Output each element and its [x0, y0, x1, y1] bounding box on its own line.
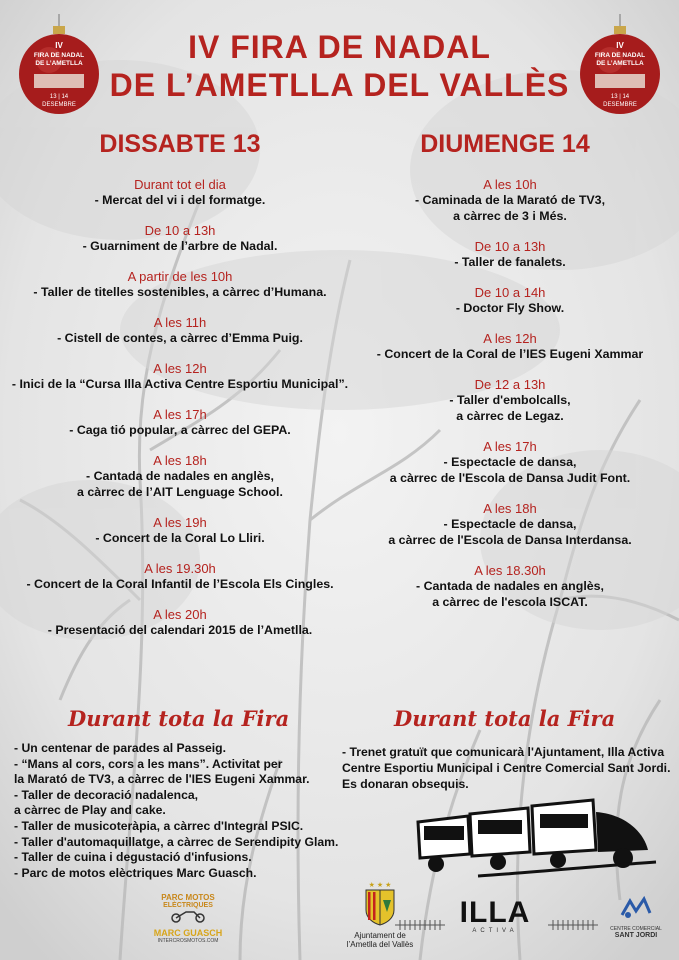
schedule-event [10, 453, 350, 500]
event-description: - Taller d'embolcalls, [449, 393, 571, 407]
all-fair-item: - Trenet gratuït que comunicarà l'Ajuntament, Illa Activa [342, 745, 665, 759]
event-description: a càrrec de l'Escola de Dansa Judit Font. [389, 471, 631, 485]
event-time: A les 12h [483, 331, 537, 346]
schedule-event [350, 563, 670, 610]
all-fair-item: Es donaran obsequis. [342, 777, 469, 791]
event-description: - Guarniment de l’arbre de Nadal. [82, 239, 278, 253]
event-description: - Caminada de la Marató de TV3, [414, 193, 606, 207]
ornament-left-line2: FIRA DE NADAL [33, 52, 85, 59]
event-description: - Taller de titelles sostenibles, a càrrec d’Humana. [33, 285, 327, 299]
event-time: A les 19h [153, 515, 207, 530]
schedule-event [10, 607, 350, 638]
event-time: De 10 a 14h [474, 285, 546, 300]
event-description: - Caga tió popular, a càrrec del GEPA. [69, 423, 291, 437]
saturday-schedule [10, 177, 350, 653]
all-fair-item: - “Mans al cors, cors a les mans”. Activitat per [14, 756, 283, 771]
logo-divider [395, 920, 445, 930]
schedule-event [10, 407, 350, 438]
event-description: a càrrec de Legaz. [456, 409, 564, 423]
event-time: A les 18h [153, 453, 207, 468]
all-fair-item: - Taller de cuina i degustació d'infusions. [14, 850, 252, 865]
event-time: De 10 a 13h [144, 223, 216, 238]
all-fair-heading-right: Durant tota la Fira [394, 706, 616, 731]
ornament-right-line2: FIRA DE NADAL [594, 52, 646, 59]
event-description: - Concert de la Coral Lo Lliri. [95, 531, 265, 545]
schedule-event [350, 501, 670, 548]
logo-divider [548, 920, 598, 930]
event-description: a càrrec de l'Escola de Dansa Interdansa. [388, 533, 632, 547]
event-time: A les 18.30h [474, 563, 546, 578]
event-time: A les 18h [483, 501, 537, 516]
marc-guasch-logo [140, 893, 236, 944]
event-description: - Inici de la “Cursa Illa Activa Centre Esportiu Municipal”. [11, 377, 349, 391]
schedule-event [10, 177, 350, 208]
illa-text: ILLA [459, 896, 531, 929]
cc-line1: CENTRE COMERCIAL [610, 926, 662, 932]
event-description: - Concert de la Coral de l’IES Eugeni Xammar [376, 347, 644, 361]
ajuntament-logo [345, 880, 415, 949]
all-fair-heading-left: Durant tota la Fira [68, 706, 290, 731]
event-description: - Espectacle de dansa, [443, 517, 577, 531]
event-description: - Doctor Fly Show. [455, 301, 565, 315]
cc-line2: SANT JORDI [614, 932, 658, 939]
all-fair-item: - Taller de decoració nadalenca, [14, 787, 199, 802]
motos-line2: ELÈCTRIQUES [163, 902, 213, 909]
event-time: A les 17h [153, 407, 207, 422]
event-description: - Cantada de nadales en anglès, [86, 469, 274, 483]
ornament-right-line4: 13 | 14 [610, 94, 630, 100]
event-time: A les 17h [483, 439, 537, 454]
all-fair-item: - Un centenar de parades al Passeig. [14, 741, 227, 755]
ornament-left-line5: DESEMBRE [42, 102, 76, 108]
illa-sub: ACTIVA [472, 928, 518, 934]
schedule-event [10, 223, 350, 254]
train-illustration [408, 792, 658, 882]
event-time: De 10 a 13h [474, 239, 546, 254]
all-fair-item: - Taller d'automaquillatge, a càrrec de Serendipity Glam. [14, 834, 339, 849]
ornament-right-line3: DE L’AMETLLA [596, 60, 644, 67]
event-time: A les 11h [153, 315, 207, 330]
motos-name: MARC GUASCH [153, 928, 223, 938]
schedule-event [350, 177, 670, 224]
event-description: a càrrec de l'escola ISCAT. [432, 595, 588, 609]
schedule-event [10, 361, 350, 392]
sunday-schedule [350, 177, 670, 625]
ornament-left-line4: 13 | 14 [49, 94, 69, 100]
ornament-left-line3: DE L’AMETLLA [35, 60, 83, 67]
ajuntament-line1: Ajuntament de [354, 931, 406, 940]
ornament-right-line5: DESEMBRE [603, 102, 637, 108]
event-time: A les 12h [153, 361, 207, 376]
event-description: - Espectacle de dansa, [443, 455, 577, 469]
event-description: - Taller de fanalets. [454, 255, 566, 269]
schedule-event [350, 331, 670, 362]
event-time: A les 20h [153, 607, 207, 622]
all-fair-list-left [14, 741, 344, 881]
schedule-event [350, 285, 670, 316]
ornament-left-line1: IV [55, 41, 63, 50]
schedule-event [10, 515, 350, 546]
schedule-event [10, 315, 350, 346]
all-fair-item: la Marató de TV3, a càrrec de l'IES Eugeni Xammar. [14, 772, 310, 787]
event-time: A partir de les 10h [127, 269, 233, 284]
all-fair-item: - Parc de motos elèctriques Marc Guasch. [14, 865, 257, 880]
poster-title-line1: IV FIRA DE NADAL [188, 29, 491, 65]
event-description: - Cistell de contes, a càrrec d’Emma Puig. [57, 331, 303, 345]
event-description: - Concert de la Coral Infantil de l’Escola Els Cingles. [26, 577, 334, 591]
event-description: - Mercat del vi i del formatge. [94, 193, 266, 207]
event-time: Durant tot el dia [134, 177, 226, 192]
schedule-event [350, 439, 670, 486]
saturday-heading: DISSABTE 13 [99, 130, 261, 158]
sant-jordi-emblem-icon [618, 895, 654, 921]
event-description: a càrrec de l’AIT Lenguage School. [77, 485, 283, 499]
ajuntament-line2: l’Ametlla del Vallès [346, 940, 414, 949]
all-fair-item: - Taller de musicoteràpia, a càrrec d'Integral PSIC. [14, 818, 304, 833]
event-time: A les 10h [483, 177, 537, 192]
event-description: - Cantada de nadales en anglès, [416, 579, 604, 593]
motos-line1: PARC MOTOS [161, 893, 215, 902]
sant-jordi-logo [600, 895, 672, 939]
all-fair-item: a càrrec de Play and cake. [14, 803, 166, 818]
event-time: De 12 a 13h [474, 377, 546, 392]
poster-title-line2: DE L’AMETLLA DEL VALLÈS [109, 67, 570, 103]
illa-activa-logo [450, 898, 540, 934]
motos-url: INTERCROSMOTOS.COM [157, 938, 219, 944]
ornament-right-line1: IV [616, 41, 624, 50]
event-time: A les 19.30h [144, 561, 216, 576]
motorbike-icon [168, 909, 208, 923]
svg-text:★ ★ ★: ★ ★ ★ [368, 882, 392, 889]
schedule-event [10, 561, 350, 592]
schedule-event [10, 269, 350, 300]
sunday-heading: DIUMENGE 14 [420, 130, 590, 158]
all-fair-list-right [342, 744, 672, 792]
coat-of-arms-icon [363, 880, 397, 926]
event-description: a càrrec de 3 i Més. [453, 209, 567, 223]
all-fair-item: Centre Esportiu Municipal i Centre Comercial Sant Jordi. [342, 761, 671, 775]
schedule-event [350, 239, 670, 270]
event-description: - Presentació del calendari 2015 de l’Ametlla. [47, 623, 313, 637]
schedule-event [350, 377, 670, 424]
